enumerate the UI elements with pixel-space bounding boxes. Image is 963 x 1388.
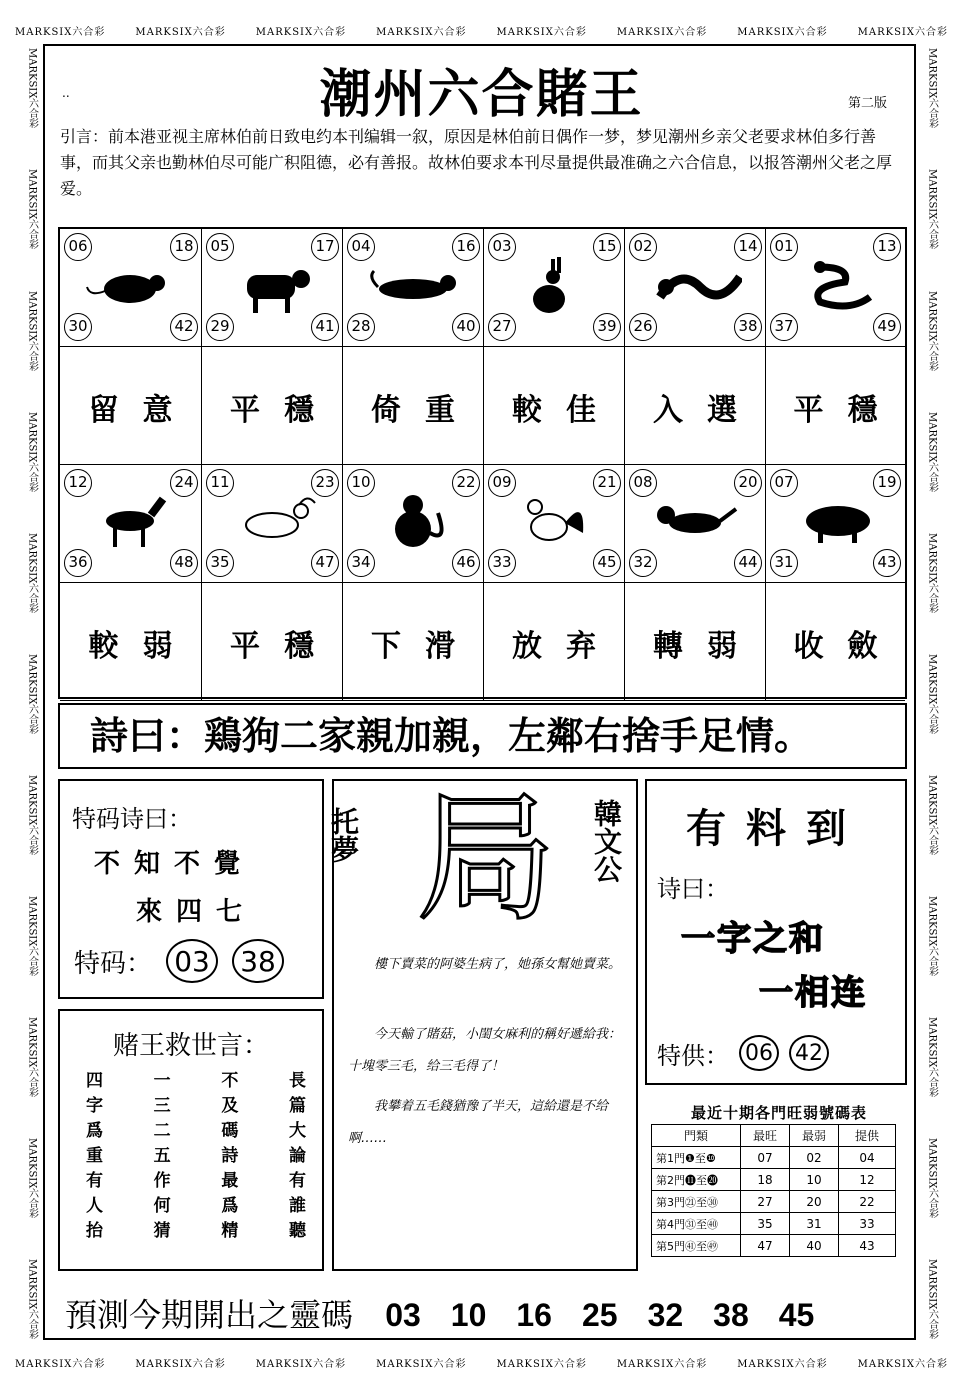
saviour-char: 聽	[288, 1221, 306, 1241]
rat-icon	[85, 257, 177, 321]
zodiac-fortune: 收斂	[793, 629, 902, 664]
stats-max: 18	[741, 1169, 790, 1191]
stats-min: 31	[790, 1213, 839, 1235]
zodiac-number: 02	[629, 233, 657, 261]
watermark-text: MARKSIX六合彩	[857, 1358, 948, 1370]
watermark-text: MARKSIX六合彩	[26, 1016, 38, 1098]
zodiac-cell	[343, 465, 484, 583]
zodiac-cell	[766, 229, 905, 347]
dog-icon	[650, 493, 742, 557]
watermark-right	[918, 28, 946, 1360]
stats-offer: 33	[839, 1213, 896, 1235]
saviour-char: 二	[153, 1121, 171, 1141]
saviour-char: 精	[221, 1221, 239, 1241]
zodiac-number: 41	[311, 313, 339, 341]
zodiac-number: 26	[629, 313, 657, 341]
stats-door-cell	[652, 1169, 741, 1191]
stats-max: 07	[741, 1147, 790, 1169]
zodiac-cell	[60, 465, 202, 583]
dream-big-char: 局	[415, 778, 556, 941]
zodiac-number: 44	[734, 549, 762, 577]
pig-icon	[790, 493, 882, 557]
watermark-text: MARKSIX六合彩	[616, 1358, 708, 1370]
zodiac-cell	[202, 229, 343, 347]
saviour-columns	[86, 1069, 306, 1244]
zodiac-number: 39	[593, 313, 621, 341]
stats-row	[652, 1169, 896, 1191]
stats-max: 47	[741, 1235, 790, 1257]
zodiac-number: 38	[734, 313, 762, 341]
zodiac-number: 23	[311, 469, 339, 497]
zodiac-number: 45	[593, 549, 621, 577]
zodiac-number: 21	[593, 469, 621, 497]
zodiac-fortune-cell	[60, 583, 202, 701]
edition-label: 第二版	[848, 96, 888, 111]
stats-title: 最近十期各門旺弱號碼表	[690, 1104, 867, 1122]
stats-min: 02	[790, 1147, 839, 1169]
saviour-char: 抬	[86, 1221, 103, 1241]
material-code-ball: 42	[789, 1035, 829, 1071]
watermark-text: MARKSIX六合彩	[926, 653, 938, 735]
saviour-char: 何	[153, 1196, 171, 1216]
watermark-text: MARKSIX六合彩	[926, 532, 938, 614]
watermark-text: MARKSIX六合彩	[926, 1259, 938, 1340]
stats-header-row	[652, 1125, 896, 1147]
watermark-text: MARKSIX六合彩	[737, 1358, 828, 1370]
watermark-text: MARKSIX六合彩	[26, 532, 38, 614]
zodiac-fortune: 轉弱	[653, 629, 761, 664]
dream-left-text: 托夢	[327, 807, 360, 863]
saviour-char: 五	[153, 1146, 171, 1166]
watermark-text: MARKSIX六合彩	[926, 1138, 938, 1219]
zodiac-number: 31	[770, 549, 798, 577]
saviour-box	[58, 1009, 324, 1271]
zodiac-fortune-cell	[343, 583, 484, 701]
saviour-char: 長	[288, 1071, 306, 1091]
material-code-label: 特供：	[657, 1041, 729, 1070]
zodiac-fortune: 平穩	[793, 393, 902, 428]
zodiac-number: 04	[347, 233, 375, 261]
zodiac-number: 20	[734, 469, 762, 497]
zodiac-number: 43	[873, 549, 901, 577]
watermark-text: MARKSIX六合彩	[496, 26, 587, 38]
stats-min: 40	[790, 1235, 839, 1257]
material-poem-label: 诗曰：	[657, 875, 729, 903]
saviour-char: 大	[288, 1121, 306, 1141]
saviour-char: 有	[288, 1171, 306, 1191]
watermark-text: MARKSIX六合彩	[737, 26, 828, 38]
zodiac-number: 40	[452, 313, 480, 341]
dream-box	[327, 778, 638, 1271]
watermark-text: MARKSIX六合彩	[26, 169, 38, 250]
special-poem-box	[58, 779, 324, 999]
saviour-char: 爲	[86, 1121, 103, 1141]
zodiac-number: 14	[734, 233, 762, 261]
zodiac-number: 48	[170, 549, 198, 577]
special-code-ball: 38	[232, 939, 284, 983]
zodiac-number: 22	[452, 469, 480, 497]
snake-icon	[790, 257, 882, 321]
special-code-row	[74, 939, 284, 983]
watermark-text: MARKSIX六合彩	[14, 1358, 106, 1370]
zodiac-number: 42	[170, 313, 198, 341]
zodiac-number: 28	[347, 313, 375, 341]
saviour-char: 三	[153, 1096, 171, 1116]
stats-door: 第4門	[656, 1217, 685, 1231]
saviour-column	[221, 1069, 238, 1244]
stats-row	[652, 1235, 896, 1257]
zodiac-number: 19	[873, 469, 901, 497]
rabbit-icon	[509, 257, 601, 321]
zodiac-cell	[625, 465, 766, 583]
zodiac-number: 37	[770, 313, 798, 341]
stats-door: 第5門	[656, 1239, 685, 1253]
stats-min: 10	[790, 1169, 839, 1191]
zodiac-number: 12	[64, 469, 92, 497]
zodiac-number: 18	[170, 233, 198, 261]
stats-max: 27	[741, 1191, 790, 1213]
stats-max: 35	[741, 1213, 790, 1235]
special-code-ball: 03	[166, 939, 218, 983]
zodiac-fortune-cell	[343, 347, 484, 465]
dream-paragraph: 我攀着五毛錢猶豫了半天，這給還是不给啊……	[348, 1099, 609, 1146]
dream-paragraph: 今天輸了賭菇，小閨女麻利的稱好遞給我：十塊零三毛，给三毛得了！	[348, 1027, 622, 1074]
zodiac-number: 36	[64, 549, 92, 577]
poem-banner: 詩曰：鶏狗二家親加親，左鄰右捨手足情。	[58, 703, 907, 769]
stats-row	[652, 1147, 896, 1169]
special-poem-label: 特码诗曰：	[72, 805, 192, 833]
zodiac-cell	[484, 465, 625, 583]
stats-range: ㉛至㊵	[685, 1217, 718, 1231]
stats-header: 門類	[652, 1125, 741, 1147]
zodiac-number: 47	[311, 549, 339, 577]
zodiac-fortune: 較弱	[88, 629, 197, 664]
stats-door: 第3門	[656, 1195, 685, 1209]
dragon-icon	[650, 257, 742, 321]
stats-door-cell	[652, 1235, 741, 1257]
prediction-number: 03	[385, 1297, 421, 1333]
zodiac-fortune: 留意	[88, 393, 197, 428]
watermark-text: MARKSIX六合彩	[14, 26, 106, 38]
saviour-title: 赌王救世言：	[112, 1031, 269, 1061]
material-title: 有料到	[686, 806, 866, 852]
zodiac-fortune-cell	[60, 347, 202, 465]
watermark-text: MARKSIX六合彩	[26, 774, 38, 856]
watermark-text: MARKSIX六合彩	[135, 1358, 226, 1370]
stats-header: 提供	[839, 1125, 896, 1147]
saviour-char: 爲	[221, 1196, 239, 1216]
zodiac-cell	[625, 229, 766, 347]
saviour-char: 詩	[221, 1146, 239, 1166]
stats-offer: 43	[839, 1235, 896, 1257]
zodiac-fortune: 倚重	[371, 393, 479, 428]
zodiac-number: 16	[452, 233, 480, 261]
material-code-ball: 06	[739, 1035, 779, 1071]
saviour-char: 重	[86, 1146, 103, 1166]
stats-range: ㊶至㊾	[685, 1239, 718, 1253]
stats-table	[651, 1124, 896, 1257]
stats-header: 最旺	[741, 1125, 790, 1147]
watermark-text: MARKSIX六合彩	[376, 26, 467, 38]
prediction-number: 10	[450, 1297, 487, 1333]
stats-door-cell	[652, 1147, 741, 1169]
zodiac-number: 46	[452, 549, 480, 577]
prediction-number: 25	[581, 1297, 618, 1333]
zodiac-number: 01	[770, 233, 798, 261]
saviour-char: 作	[153, 1171, 171, 1191]
zodiac-grid	[58, 227, 907, 699]
watermark-text: MARKSIX六合彩	[26, 48, 38, 129]
corner-dots: ..	[62, 86, 70, 100]
watermark-text: MARKSIX六合彩	[255, 1358, 347, 1370]
zodiac-number: 49	[873, 313, 901, 341]
watermark-text: MARKSIX六合彩	[616, 26, 708, 38]
zodiac-fortune: 下滑	[371, 629, 479, 664]
watermark-left	[18, 28, 46, 1360]
saviour-char: 碼	[221, 1121, 239, 1141]
zodiac-fortune: 平穩	[230, 393, 338, 428]
prediction-number: 45	[778, 1297, 815, 1333]
zodiac-number: 06	[64, 233, 92, 261]
saviour-char: 有	[86, 1171, 103, 1191]
stats-offer: 04	[839, 1147, 896, 1169]
watermark-text: MARKSIX六合彩	[26, 411, 38, 492]
watermark-text: MARKSIX六合彩	[926, 169, 938, 250]
saviour-char: 猜	[153, 1221, 171, 1241]
stats-range: ❶至❿	[685, 1151, 716, 1165]
watermark-text: MARKSIX六合彩	[926, 48, 938, 129]
zodiac-cell	[766, 465, 905, 583]
saviour-char: 及	[221, 1096, 239, 1116]
dream-right-text: 韓文公	[590, 799, 623, 883]
stats-offer: 22	[839, 1191, 896, 1213]
rooster-icon	[509, 493, 601, 557]
watermark-bottom	[0, 1348, 963, 1376]
tiger-icon	[368, 257, 460, 321]
zodiac-cell	[343, 229, 484, 347]
watermark-text: MARKSIX六合彩	[926, 411, 938, 492]
watermark-text: MARKSIX六合彩	[926, 774, 938, 856]
stats-range: ⓫至⓴	[685, 1173, 718, 1187]
zodiac-fortune-cell	[625, 583, 766, 701]
saviour-column	[289, 1069, 306, 1244]
stats-door: 第1門	[656, 1151, 685, 1165]
page-title: 潮州六合賭王	[319, 64, 644, 125]
stats-row	[652, 1213, 896, 1235]
saviour-column	[154, 1069, 171, 1244]
prediction-number: 32	[647, 1297, 684, 1333]
saviour-char: 論	[288, 1146, 306, 1166]
material-line2: 一相连	[759, 973, 867, 1013]
stats-row	[652, 1191, 896, 1213]
zodiac-number: 33	[488, 549, 516, 577]
watermark-text: MARKSIX六合彩	[26, 653, 38, 735]
saviour-char: 一	[153, 1071, 171, 1091]
dream-paragraph: 樓下賣菜的阿婆生病了，她孫女幫她賣菜。	[374, 957, 622, 972]
zodiac-number: 29	[206, 313, 234, 341]
saviour-char: 誰	[288, 1196, 306, 1216]
zodiac-number: 09	[488, 469, 516, 497]
zodiac-number: 10	[347, 469, 375, 497]
prediction-label: 預測今期開出之靈碼	[65, 1296, 354, 1334]
zodiac-number: 34	[347, 549, 375, 577]
zodiac-fortune: 平穩	[230, 629, 338, 664]
stats-door: 第2門	[656, 1173, 685, 1187]
saviour-char: 四	[86, 1071, 103, 1091]
watermark-text: MARKSIX六合彩	[26, 290, 38, 371]
zodiac-number: 24	[170, 469, 198, 497]
material-line1: 一字之和	[681, 919, 825, 959]
intro-text: 引言：前本港亚视主席林伯前日致电约本刊编辑一叙，原因是林伯前日偶作一梦，梦见潮州乡亲父老要求林伯多行善事，而其父亲也勤林伯尽可能广积阻德，必有善报。故林伯要求本刊尽量提供最准确之六合信息，以报答潮州父老之厚爱。	[60, 127, 893, 198]
zodiac-fortune-cell	[766, 583, 905, 701]
watermark-text: MARKSIX六合彩	[857, 26, 948, 38]
prediction-row	[65, 1290, 814, 1336]
zodiac-fortune-cell	[202, 347, 343, 465]
watermark-text: MARKSIX六合彩	[26, 1138, 38, 1219]
zodiac-number: 13	[873, 233, 901, 261]
watermark-text: MARKSIX六合彩	[376, 1358, 467, 1370]
watermark-text: MARKSIX六合彩	[26, 1259, 38, 1340]
zodiac-number: 17	[311, 233, 339, 261]
special-poem-line1: 不知不覺	[94, 849, 255, 879]
prediction-number: 16	[516, 1297, 552, 1333]
zodiac-fortune-cell	[766, 347, 905, 465]
watermark-text: MARKSIX六合彩	[496, 1358, 587, 1370]
stats-offer: 12	[839, 1169, 896, 1191]
zodiac-cell	[202, 465, 343, 583]
prediction-number: 38	[713, 1297, 749, 1333]
zodiac-number: 03	[488, 233, 516, 261]
saviour-char: 不	[221, 1071, 239, 1091]
zodiac-cell	[484, 229, 625, 347]
zodiac-fortune-cell	[625, 347, 766, 465]
material-box	[645, 779, 907, 1085]
stats-range: ㉑至㉚	[685, 1195, 718, 1209]
goat-icon	[227, 493, 319, 557]
zodiac-fortune: 較佳	[512, 393, 620, 428]
saviour-column	[86, 1069, 103, 1244]
special-code-label: 特码：	[74, 948, 153, 979]
zodiac-number: 15	[593, 233, 621, 261]
material-code-row	[657, 1035, 829, 1071]
zodiac-number: 07	[770, 469, 798, 497]
stats-header: 最弱	[790, 1125, 839, 1147]
watermark-text: MARKSIX六合彩	[926, 290, 938, 371]
zodiac-fortune: 入選	[653, 393, 761, 428]
zodiac-fortune-cell	[484, 347, 625, 465]
zodiac-number: 05	[206, 233, 234, 261]
zodiac-number: 08	[629, 469, 657, 497]
horse-icon	[85, 493, 177, 557]
zodiac-number: 11	[206, 469, 234, 497]
zodiac-fortune-cell	[484, 583, 625, 701]
saviour-char: 篇	[288, 1096, 306, 1116]
special-poem-line2: 來四七	[136, 897, 257, 927]
stats-min: 20	[790, 1191, 839, 1213]
saviour-char: 人	[86, 1196, 103, 1216]
stats-door-cell	[652, 1213, 741, 1235]
ox-icon	[227, 257, 319, 321]
watermark-text: MARKSIX六合彩	[926, 1016, 938, 1098]
zodiac-cell	[60, 229, 202, 347]
saviour-char: 字	[86, 1096, 103, 1116]
zodiac-number: 35	[206, 549, 234, 577]
zodiac-number: 32	[629, 549, 657, 577]
watermark-text: MARKSIX六合彩	[26, 895, 38, 977]
watermark-top	[0, 16, 963, 44]
zodiac-fortune: 放弃	[512, 629, 620, 664]
zodiac-fortune-cell	[202, 583, 343, 701]
watermark-text: MARKSIX六合彩	[926, 895, 938, 977]
stats-door-cell	[652, 1191, 741, 1213]
monkey-icon	[368, 493, 460, 557]
saviour-char: 最	[221, 1171, 239, 1191]
zodiac-number: 30	[64, 313, 92, 341]
watermark-text: MARKSIX六合彩	[135, 26, 226, 38]
watermark-text: MARKSIX六合彩	[255, 26, 347, 38]
zodiac-number: 27	[488, 313, 516, 341]
